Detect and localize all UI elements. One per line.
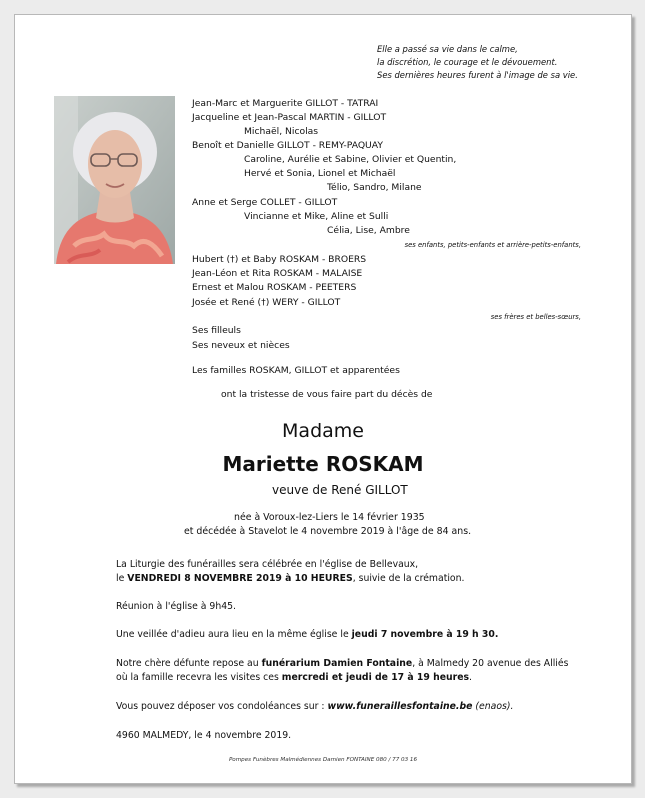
portrait-photo xyxy=(54,96,175,264)
family-line: Michaël, Nicolas xyxy=(244,126,319,137)
condolences-line: Vous pouvez déposer vos condoléances sur : www.funeraillesfontaine.be (enaos). xyxy=(116,701,514,712)
meeting-line: Réunion à l'église à 9h45. xyxy=(116,601,237,612)
poem-line: Ses dernières heures furent à l'image de sa vie. xyxy=(377,70,578,80)
siblings-note: ses frères et belles-sœurs, xyxy=(490,313,581,321)
notice-page xyxy=(14,14,632,784)
family-line: Ernest et Malou ROSKAM - PEETERS xyxy=(192,282,357,293)
portrait-image xyxy=(54,96,175,264)
poem-line: la discrétion, le courage et le dévouement. xyxy=(377,57,558,67)
condolences-link[interactable]: www.funeraillesfontaine.be xyxy=(327,701,473,712)
family-line: Caroline, Aurélie et Sabine, Olivier et Quentin, xyxy=(244,154,457,165)
family-line: Ses neveux et nièces xyxy=(192,340,290,351)
death-line: et décédée à Stavelot le 4 novembre 2019 à l'âge de 84 ans. xyxy=(184,526,472,537)
family-line: Jean-Léon et Rita ROSKAM - MALAISE xyxy=(192,268,363,279)
widow-line: veuve de René GILLOT xyxy=(272,483,408,497)
place-date-line: 4960 MALMEDY, le 4 novembre 2019. xyxy=(116,730,292,741)
deceased-title: Madame xyxy=(282,420,364,442)
family-line: Josée et René (†) WERY - GILLOT xyxy=(192,297,341,308)
children-note: ses enfants, petits-enfants et arrière-petits-enfants, xyxy=(404,241,581,249)
family-line: Jean-Marc et Marguerite GILLOT - TATRAI xyxy=(192,98,379,109)
announcement-line: ont la tristesse de vous faire part du décès de xyxy=(221,389,433,400)
rest-line-1: Notre chère défunte repose au funérarium Damien Fontaine, à Malmedy 20 avenue des Alliés xyxy=(116,658,569,669)
family-line: Ses filleuls xyxy=(192,325,241,336)
family-line: Hervé et Sonia, Lionel et Michaël xyxy=(244,168,396,179)
family-line: Benoît et Danielle GILLOT - REMY-PAQUAY xyxy=(192,140,383,151)
family-line: Télio, Sandro, Milane xyxy=(327,182,422,193)
birth-line: née à Voroux-lez-Liers le 14 février 1935 xyxy=(234,512,425,523)
family-line: Anne et Serge COLLET - GILLOT xyxy=(192,197,338,208)
family-line: Célia, Lise, Ambre xyxy=(327,225,410,236)
poem-line: Elle a passé sa vie dans le calme, xyxy=(377,44,518,54)
family-line: Jacqueline et Jean-Pascal MARTIN - GILLOT xyxy=(192,112,387,123)
vigil-line: Une veillée d'adieu aura lieu en la même église le jeudi 7 novembre à 19 h 30. xyxy=(116,629,499,640)
family-line: Vincianne et Mike, Aline et Sulli xyxy=(244,211,389,222)
liturgy-line: La Liturgie des funérailles sera célébrée en l'église de Bellevaux, xyxy=(116,559,419,570)
rest-line-2: où la famille recevra les visites ces mercredi et jeudi de 17 à 19 heures. xyxy=(116,672,473,683)
deceased-name: Mariette ROSKAM xyxy=(222,452,424,476)
family-line: Hubert (†) et Baby ROSKAM - BROERS xyxy=(192,254,367,265)
ceremony-line: le VENDREDI 8 NOVEMBRE 2019 à 10 HEURES, suivie de la crémation. xyxy=(116,573,465,584)
footer-line: Pompes Funèbres Malmédiennes Damien FONTAINE 080 / 77 03 16 xyxy=(228,757,418,763)
family-line: Les familles ROSKAM, GILLOT et apparentées xyxy=(192,365,400,376)
